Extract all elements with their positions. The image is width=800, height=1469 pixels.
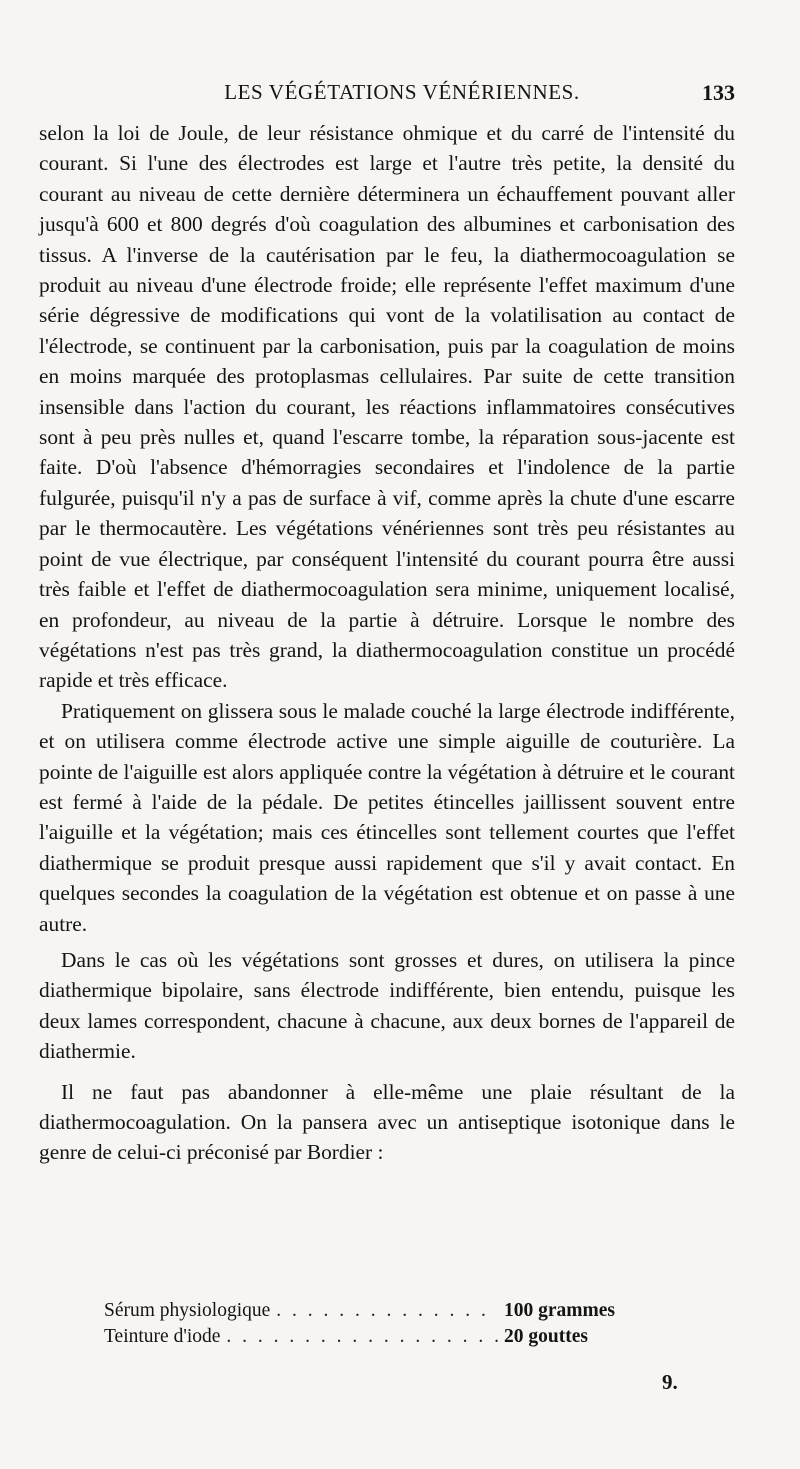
dot-leader <box>226 1324 498 1350</box>
ingredient-name: Sérum physiologique <box>104 1300 271 1321</box>
prescription-formula <box>104 1298 634 1350</box>
body-text <box>39 118 735 1168</box>
ingredient-quantity: 20 gouttes <box>504 1326 588 1347</box>
page-number: 133 <box>702 80 735 105</box>
ingredient-name: Teinture d'iode <box>104 1326 221 1347</box>
paragraph: selon la loi de Joule, de leur résistance ohmique et du carré de l'intensité du courant. Si l'une des électrodes est large et l'autre très petite, la densité du courant au niveau de cette dernière déterminera un échauffement pouvant aller jusqu'à 600 et 800 degrés d'où coagulation des albumines et carbonisation des tissus. A l'inverse de la cautérisation par le feu, la diathermocoagulation se produit au niveau d'une électrode froide; elle représente l'effet maximum d'une série dégressive de modifications qui vont de la volatilisation au contact de l'électrode, se continuent par la carbonisation, puis par la coagulation de moins en moins marquée des protoplasmas cellulaires. Par suite de cette transition insensible dans l'action du courant, les réactions inflammatoires consécutives sont à peu près nulles et, quand l'escarre tombe, la réparation sous-jacente est faite. D'où l'absence d'hémorragies secondaires et l'indolence de la partie fulgurée, puisqu'il n'y a pas de surface à vif, comme après la chute d'une escarre par le thermocautère. Les végétations vénériennes sont très peu résistantes au point de vue électrique, par conséquent l'intensité du courant pourra être aussi très faible et l'effet de diathermocoagulation sera minime, uniquement localisé, en profondeur, au niveau de la partie à détruire. Lorsque le nombre des végétations n'est pas très grand, la diathermocoagulation constitue un procédé rapide et très efficace. <box>39 121 735 693</box>
paragraph: Il ne faut pas abandonner à elle-même une plaie résultant de la diathermocoagulation. On la pansera avec un antiseptique isotonique dans le genre de celui-ci préconisé par Bordier : <box>39 1079 735 1165</box>
dot-leader <box>276 1298 498 1324</box>
page-header <box>40 80 735 116</box>
paragraph: Pratiquement on glissera sous le malade couché la large électrode indifférente, et on utilisera comme électrode active une simple aiguille de couturière. La pointe de l'aiguille est alors appliquée contre la végétation à détruire et le courant est fermé à l'aide de la pédale. De petites étincelles jaillissent souvent entre l'aiguille et la végétation; mais ces étincelles sont tellement courtes que l'effet diathermique se produit presque aussi rapidement que s'il y avait contact. En quelques secondes la coagulation de la végétation est obtenue et on passe à une autre. <box>39 698 735 936</box>
running-title: LES VÉGÉTATIONS VÉNÉRIENNES. <box>224 80 580 104</box>
signature-mark: 9. <box>662 1370 678 1394</box>
formula-row <box>104 1298 634 1324</box>
formula-row <box>104 1324 634 1350</box>
paragraph: Dans le cas où les végétations sont grosses et dures, on utilisera la pince diathermique bipolaire, sans électrode indifférente, bien entendu, puisque les deux lames correspondent, chacune à chacune, aux deux bornes de l'appareil de diathermie. <box>39 947 735 1064</box>
ingredient-quantity: 100 grammes <box>504 1300 616 1321</box>
